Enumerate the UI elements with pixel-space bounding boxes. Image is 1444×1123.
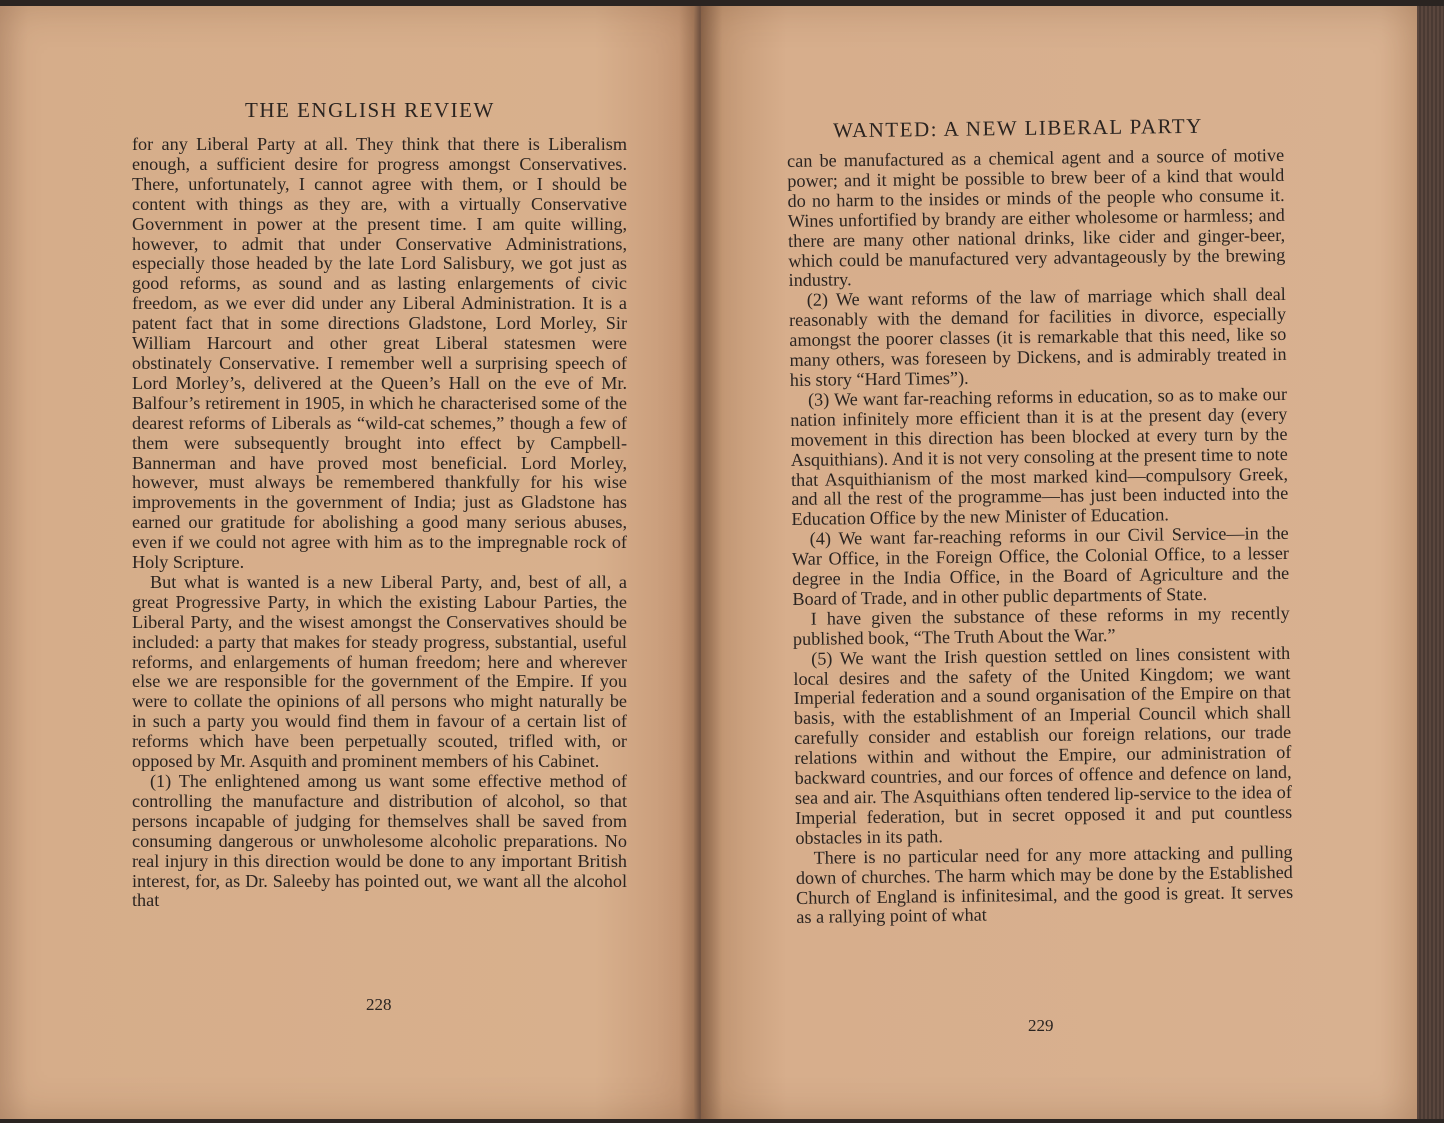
paragraph: I have given the substance of these reforms in my recently published book, “The Truth About the War.” — [792, 602, 1290, 649]
page-text — [787, 146, 1293, 928]
paragraph: But what is wanted is a new Liberal Party, and, best of all, a great Progressive Party, in which the existing Labour Parties, the Liberal Party, and the wisest amongst the Conservatives should be included: a party that makes for steady progress, substantial, useful reforms, and enlargements of human freedom; here and wherever else we are responsible for the government of the Empire. If you were to collate the opinions of all persons who might naturally be in such a party you would find them in favour of a certain list of reforms which have been perpetually scouted, trifled with, or opposed by Mr. Asquith and prominent members of his Cabinet. — [132, 571, 627, 772]
paragraph: (5) We want the Irish question settled on lines consistent with local desires and the safety of the United Kingdom; we want Imperial federation and a sound organisation of the Empire on that basis, with the establishment of an Imperial Council which shall carefully consider and establish our foreign relations, our trade relations within and without the Empire, our administration of backward countries, and our forces of offence and defence on land, sea and air. The Asquithians often tendered lip-service to the idea of Imperial federation, but in secret opposed it and put countless obstacles in its path. — [793, 642, 1293, 848]
paragraph: (2) We want reforms of the law of marriage which shall deal reasonably with the demand for facilities in divorce, especially amongst the poorer classes (it is remarkable that this need, like so many others, was foreseen by Dickens, and is admirably treated in his story “Hard Times”). — [788, 284, 1287, 390]
page-text — [132, 135, 627, 911]
paragraph: (3) We want far-reaching reforms in education, so as to make our nation infinitely more efficient than it is at the present day (every movement in this direction has been blocked at every turn by the Asquithians). And it is not very consoling at the present time to note that Asquithianism of the most marked kind—compulsory Greek, and all the rest of the programme—has just been inducted into the Education Office by the new Minister of Education. — [790, 383, 1289, 530]
page-edges — [1417, 6, 1444, 1119]
paragraph: for any Liberal Party at all. They think that there is Liberalism enough, a sufficient desire for progress amongst Conservatives. There, unfortunately, I cannot agree with them, or I should be content with things as they are, with a virtually Conservative Government in power at the present time. I am quite willing, however, to admit that under Conservative Administrations, especially those headed by the late Lord Salisbury, we got just as good reforms, as sound and as lasting enlargements of civic freedom, as we ever did under any Liberal Administration. It is a patent fact that in some directions Gladstone, Lord Morley, Sir William Harcourt and other great Liberal statesmen were obstinately Conservative. I remember well a surprising speech of Lord Morley’s, delivered at the Queen’s Hall on the eve of Mr. Balfour’s retirement in 1905, in which he characterised some of the dearest reforms of Liberals as “wild-cat schemes,” though a few of them were subsequently brought into effect by Campbell-Bannerman and have proved most beneficial. Lord Morley, however, must always be remembered thankfully for his wise improvements in the government of India; just as Gladstone has earned our gratitude for abolishing a good many serious abuses, even if we could not agree with him as to the impregnable rock of Holy Scripture. — [132, 134, 627, 573]
left-page — [0, 6, 700, 1119]
page-number: 228 — [366, 995, 392, 1014]
right-page — [701, 6, 1417, 1119]
running-head: WANTED: A NEW LIBERAL PARTY — [832, 113, 1203, 143]
paragraph: There is no particular need for any more attacking and pulling down of churches. The harm which may be done by the Established Church of England is infinitesimal, and the good is great. It serves as a rallying point of what — [795, 841, 1294, 928]
page-number: 229 — [1028, 1016, 1054, 1035]
paragraph: can be manufactured as a chemical agent and a source of motive power; and it might be possible to brew beer of a kind that would do no harm to the insides or minds of the people who consume it. Wines unfortified by brandy are either wholesome or harmless; and there are many other national drinks, like cider and ginger-beer, which could be manufactured very advantageously by the brewing industry. — [786, 144, 1286, 291]
paragraph: (1) The enlightened among us want some effective method of controlling the manufacture and distribution of alcohol, so that persons incapable of judging for themselves shall be saved from consuming dangerous or unwholesome alcoholic preparations. No real injury in this direction would be done to any important British interest, for, as Dr. Saleeby has pointed out, we want all the alcohol that — [132, 771, 627, 911]
paragraph: (4) We want far-reaching reforms in our Civil Service—in the War Office, in the Foreign Office, the Colonial Office, to a lesser degree in the India Office, in the Board of Agriculture and the Board of Trade, and in other public departments of State. — [791, 523, 1290, 609]
running-head: THE ENGLISH REVIEW — [245, 98, 495, 122]
